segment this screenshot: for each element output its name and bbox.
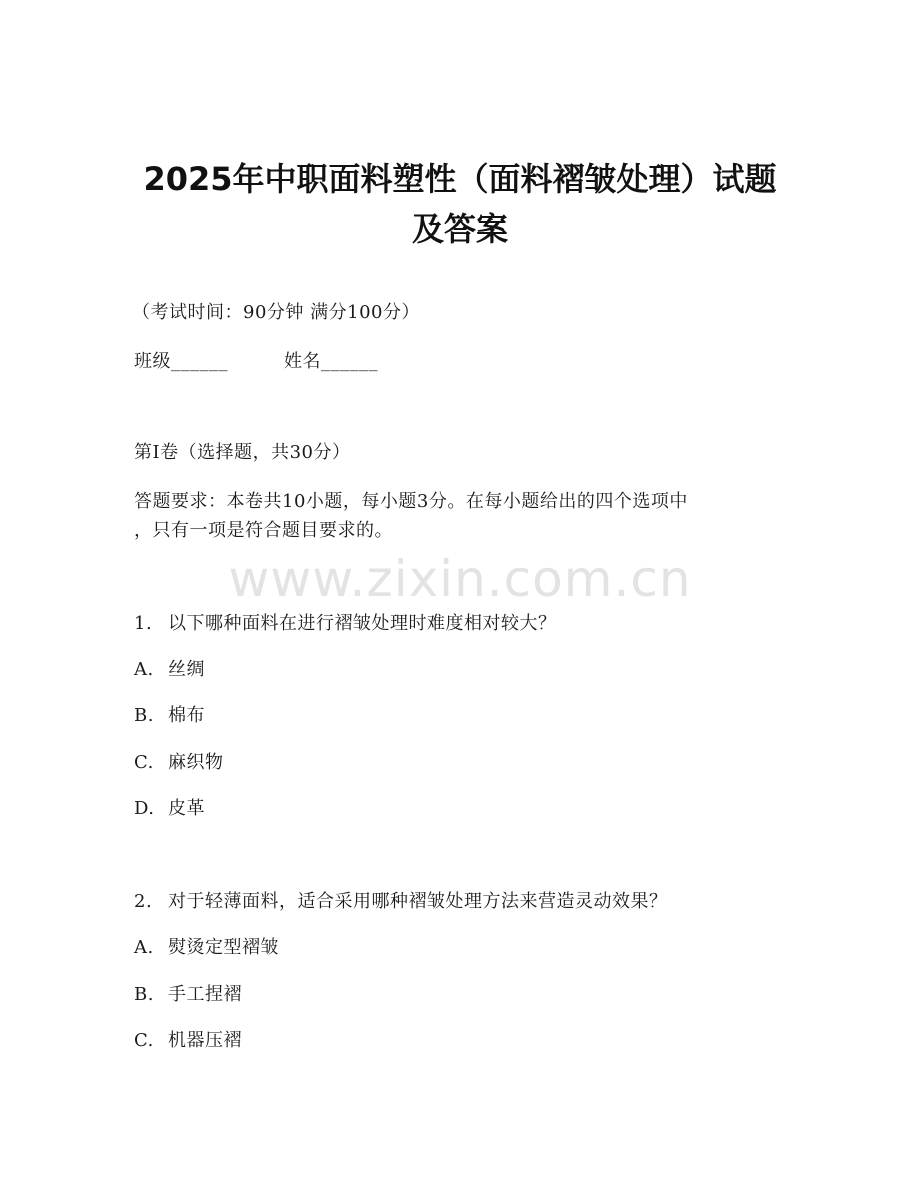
instructions-line1: 答题要求：本卷共10小题，每小题3分。在每小题给出的四个选项中 (134, 491, 688, 512)
question-1-option-b (134, 703, 205, 729)
option-letter: D. (134, 798, 155, 819)
question-2-option-b (134, 982, 242, 1008)
question-1 (134, 611, 557, 637)
question-2-option-a (134, 935, 279, 961)
option-text: 棉布 (168, 705, 205, 726)
student-fields (134, 349, 378, 375)
exam-info: （考试时间：90分钟 满分100分） (132, 302, 420, 323)
document-title-line1: 2025年中职面料塑性（面料褶皱处理）试题 (143, 160, 777, 198)
option-letter: A. (134, 659, 154, 680)
document-title-line2: 及答案 (411, 210, 508, 248)
watermark: www.zixin.com.cn (228, 550, 692, 608)
question-text: 以下哪种面料在进行褶皱处理时难度相对较大？ (168, 613, 557, 634)
option-text: 熨烫定型褶皱 (168, 937, 279, 958)
question-text: 对于轻薄面料，适合采用哪种褶皱处理方法来营造灵动效果？ (168, 891, 668, 912)
option-text: 手工捏褶 (168, 984, 242, 1005)
question-2 (134, 889, 668, 915)
question-1-option-a (134, 657, 205, 683)
question-1-option-c (134, 750, 224, 776)
option-text: 机器压褶 (168, 1030, 242, 1051)
question-1-option-d (134, 796, 205, 822)
question-number: 1. (134, 613, 153, 634)
option-text: 麻织物 (168, 752, 224, 773)
option-text: 丝绸 (168, 659, 205, 680)
instructions-line2: ，只有一项是符合题目要求的。 (134, 520, 393, 541)
option-letter: C. (134, 1030, 154, 1051)
option-text: 皮革 (168, 798, 205, 819)
name-field-label: 姓名______ (284, 351, 378, 372)
question-number: 2. (134, 891, 153, 912)
class-field-label: 班级______ (134, 351, 228, 372)
option-letter: B. (134, 984, 154, 1005)
section-heading: 第I卷（选择题，共30分） (134, 442, 351, 463)
option-letter: B. (134, 705, 154, 726)
question-2-option-c (134, 1028, 242, 1054)
option-letter: C. (134, 752, 154, 773)
option-letter: A. (134, 937, 154, 958)
